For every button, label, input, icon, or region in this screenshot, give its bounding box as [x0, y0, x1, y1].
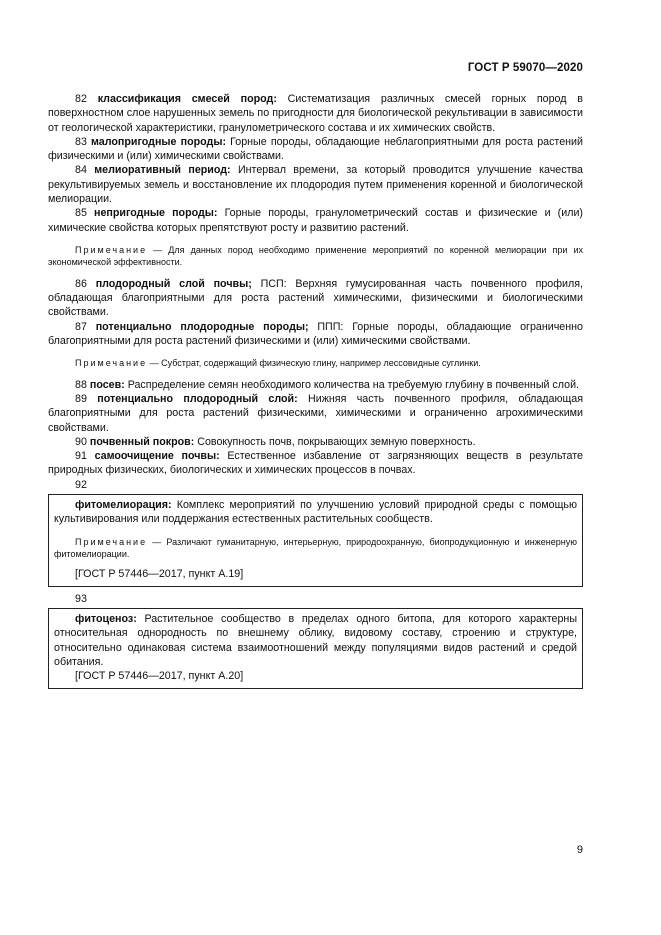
- entry-number: 91: [75, 450, 87, 463]
- entry-number: 86: [75, 277, 87, 290]
- entry-89: [48, 392, 583, 435]
- entry-definition: [54, 498, 577, 527]
- entry-number-93: 93: [75, 592, 87, 605]
- entry-text: Распределение семян необходимого количества на требуемую глубину в почвенный слой.: [124, 378, 580, 391]
- entry-text: Систематизация различных смесей горных пород в поверхностном слое нарушенных земель по пригодности для биологической рекультивации в зависимости от геологической характеристики, гранулометрического состава и их химических свойств.: [48, 93, 583, 134]
- entry-term: самоочищение почвы:: [94, 450, 220, 463]
- note-text: — Субстрат, содержащий физическую глину, например лессовидные суглинки.: [147, 358, 481, 369]
- note-label: Примечание: [75, 244, 148, 255]
- entry-number: 87: [75, 320, 87, 333]
- entry-text: ППП: Горные породы, обладающие ограниченно благоприятными для роста растений физическими и (или) химическими свойствами.: [48, 320, 583, 347]
- entry-term: мелиоративный период:: [94, 164, 231, 177]
- entry-term: потенциально плодородный слой:: [97, 392, 298, 405]
- entry-text: Нижняя часть почвенного профиля, обладающая благоприятными для роста растений физическими, химическими и ограниченно агрохимическими свойствами.: [48, 392, 583, 434]
- entry-number: 84: [75, 164, 87, 177]
- entry-text: Растительное сообщество в пределах одного битопа, для которого характерны относительная однородность по внешнему облику, видовому составу, строению и структуре, относительно одинаковая система взаимоотношений между популяциями видов растений и средой обитания.: [54, 613, 577, 668]
- entry-82: [48, 92, 583, 135]
- entry-number: 89: [75, 392, 87, 405]
- entry-number: 88: [75, 378, 87, 391]
- entries-group-3: [48, 378, 583, 478]
- entry-number: 85: [75, 207, 87, 220]
- entry-term: непригодные породы:: [94, 207, 218, 220]
- entry-definition: [54, 612, 577, 669]
- entry-term: фитоценоз:: [75, 613, 137, 626]
- entry-term: малопригодные породы:: [91, 135, 227, 148]
- entry-term: классификация смесей пород:: [97, 93, 277, 105]
- note-text: — Различают гуманитарную, интерьерную, природоохранную, биопродукционную и инженерную фитомелиорации.: [54, 536, 577, 560]
- entry-text: Совокупность почв, покрывающих земную поверхность.: [194, 435, 476, 448]
- reference: [ГОСТ Р 57446—2017, пункт А.19]: [75, 568, 244, 581]
- note-label: Примечание: [75, 358, 148, 369]
- entry-term: плодородный слой почвы;: [95, 277, 252, 290]
- note-label: Примечание: [75, 536, 148, 547]
- entry-text: Горные породы, гранулометрический состав и физические и (или) химические свойства которых препятствуют росту и развитию растений.: [48, 207, 583, 234]
- note-2: [48, 357, 583, 369]
- entry-term: фитомелиорация:: [75, 499, 172, 512]
- entry-text: Интервал времени, за который проводится улучшение качества рекультивируемых земель и восстановление их плодородия путем применения коренной и биологической мелиорации.: [48, 164, 583, 206]
- entry-number-92: 92: [75, 478, 87, 491]
- page-number: 9: [576, 844, 583, 856]
- boxed-entry-93: [48, 608, 583, 688]
- entry-text: Комплекс мероприятий по улучшению условий природной среды с помощью культивирования или поддержания естественных растительных сообществ.: [54, 499, 577, 526]
- entry-86: [48, 277, 583, 320]
- entry-term: посев:: [89, 378, 125, 391]
- entry-text: Горные породы, обладающие неблагоприятными для роста растений физическими и (или) химическими свойствами.: [48, 135, 583, 163]
- entry-term: потенциально плодородные породы;: [95, 320, 309, 333]
- entry-85: [48, 206, 583, 235]
- entry-91: [48, 449, 583, 478]
- entry-87: [48, 320, 583, 349]
- entry-term: почвенный покров:: [89, 435, 195, 448]
- note-1: [48, 244, 583, 269]
- entry-number: 83: [75, 135, 87, 148]
- entry-90: [48, 435, 583, 449]
- entry-number: 82: [75, 93, 87, 105]
- entry-84: [48, 163, 583, 206]
- entry-88: [48, 378, 583, 392]
- entry-text: ПСП: Верхняя гумусированная часть почвенного профиля, обладающая благоприятными для роста растений химическими, физическими и биологическими свойствами.: [48, 277, 583, 319]
- entries-group-2: [48, 277, 583, 348]
- note-3: [54, 536, 577, 561]
- entry-number: 90: [75, 435, 87, 448]
- content: [48, 92, 583, 689]
- boxed-entry-92: [48, 494, 583, 587]
- entry-text: Естественное избавление от загрязняющих веществ в результате природных физических, биологических и химических процессов в почвах.: [48, 450, 583, 477]
- entry-83: [48, 135, 583, 164]
- note-text: — Для данных пород необходимо применение мероприятий по коренной мелиорации при их экономической эффективности.: [48, 244, 583, 268]
- reference: [ГОСТ Р 57446—2017, пункт А.20]: [75, 670, 244, 683]
- entries-group-1: [48, 92, 583, 235]
- standard-header: ГОСТ Р 59070—2020: [467, 62, 583, 74]
